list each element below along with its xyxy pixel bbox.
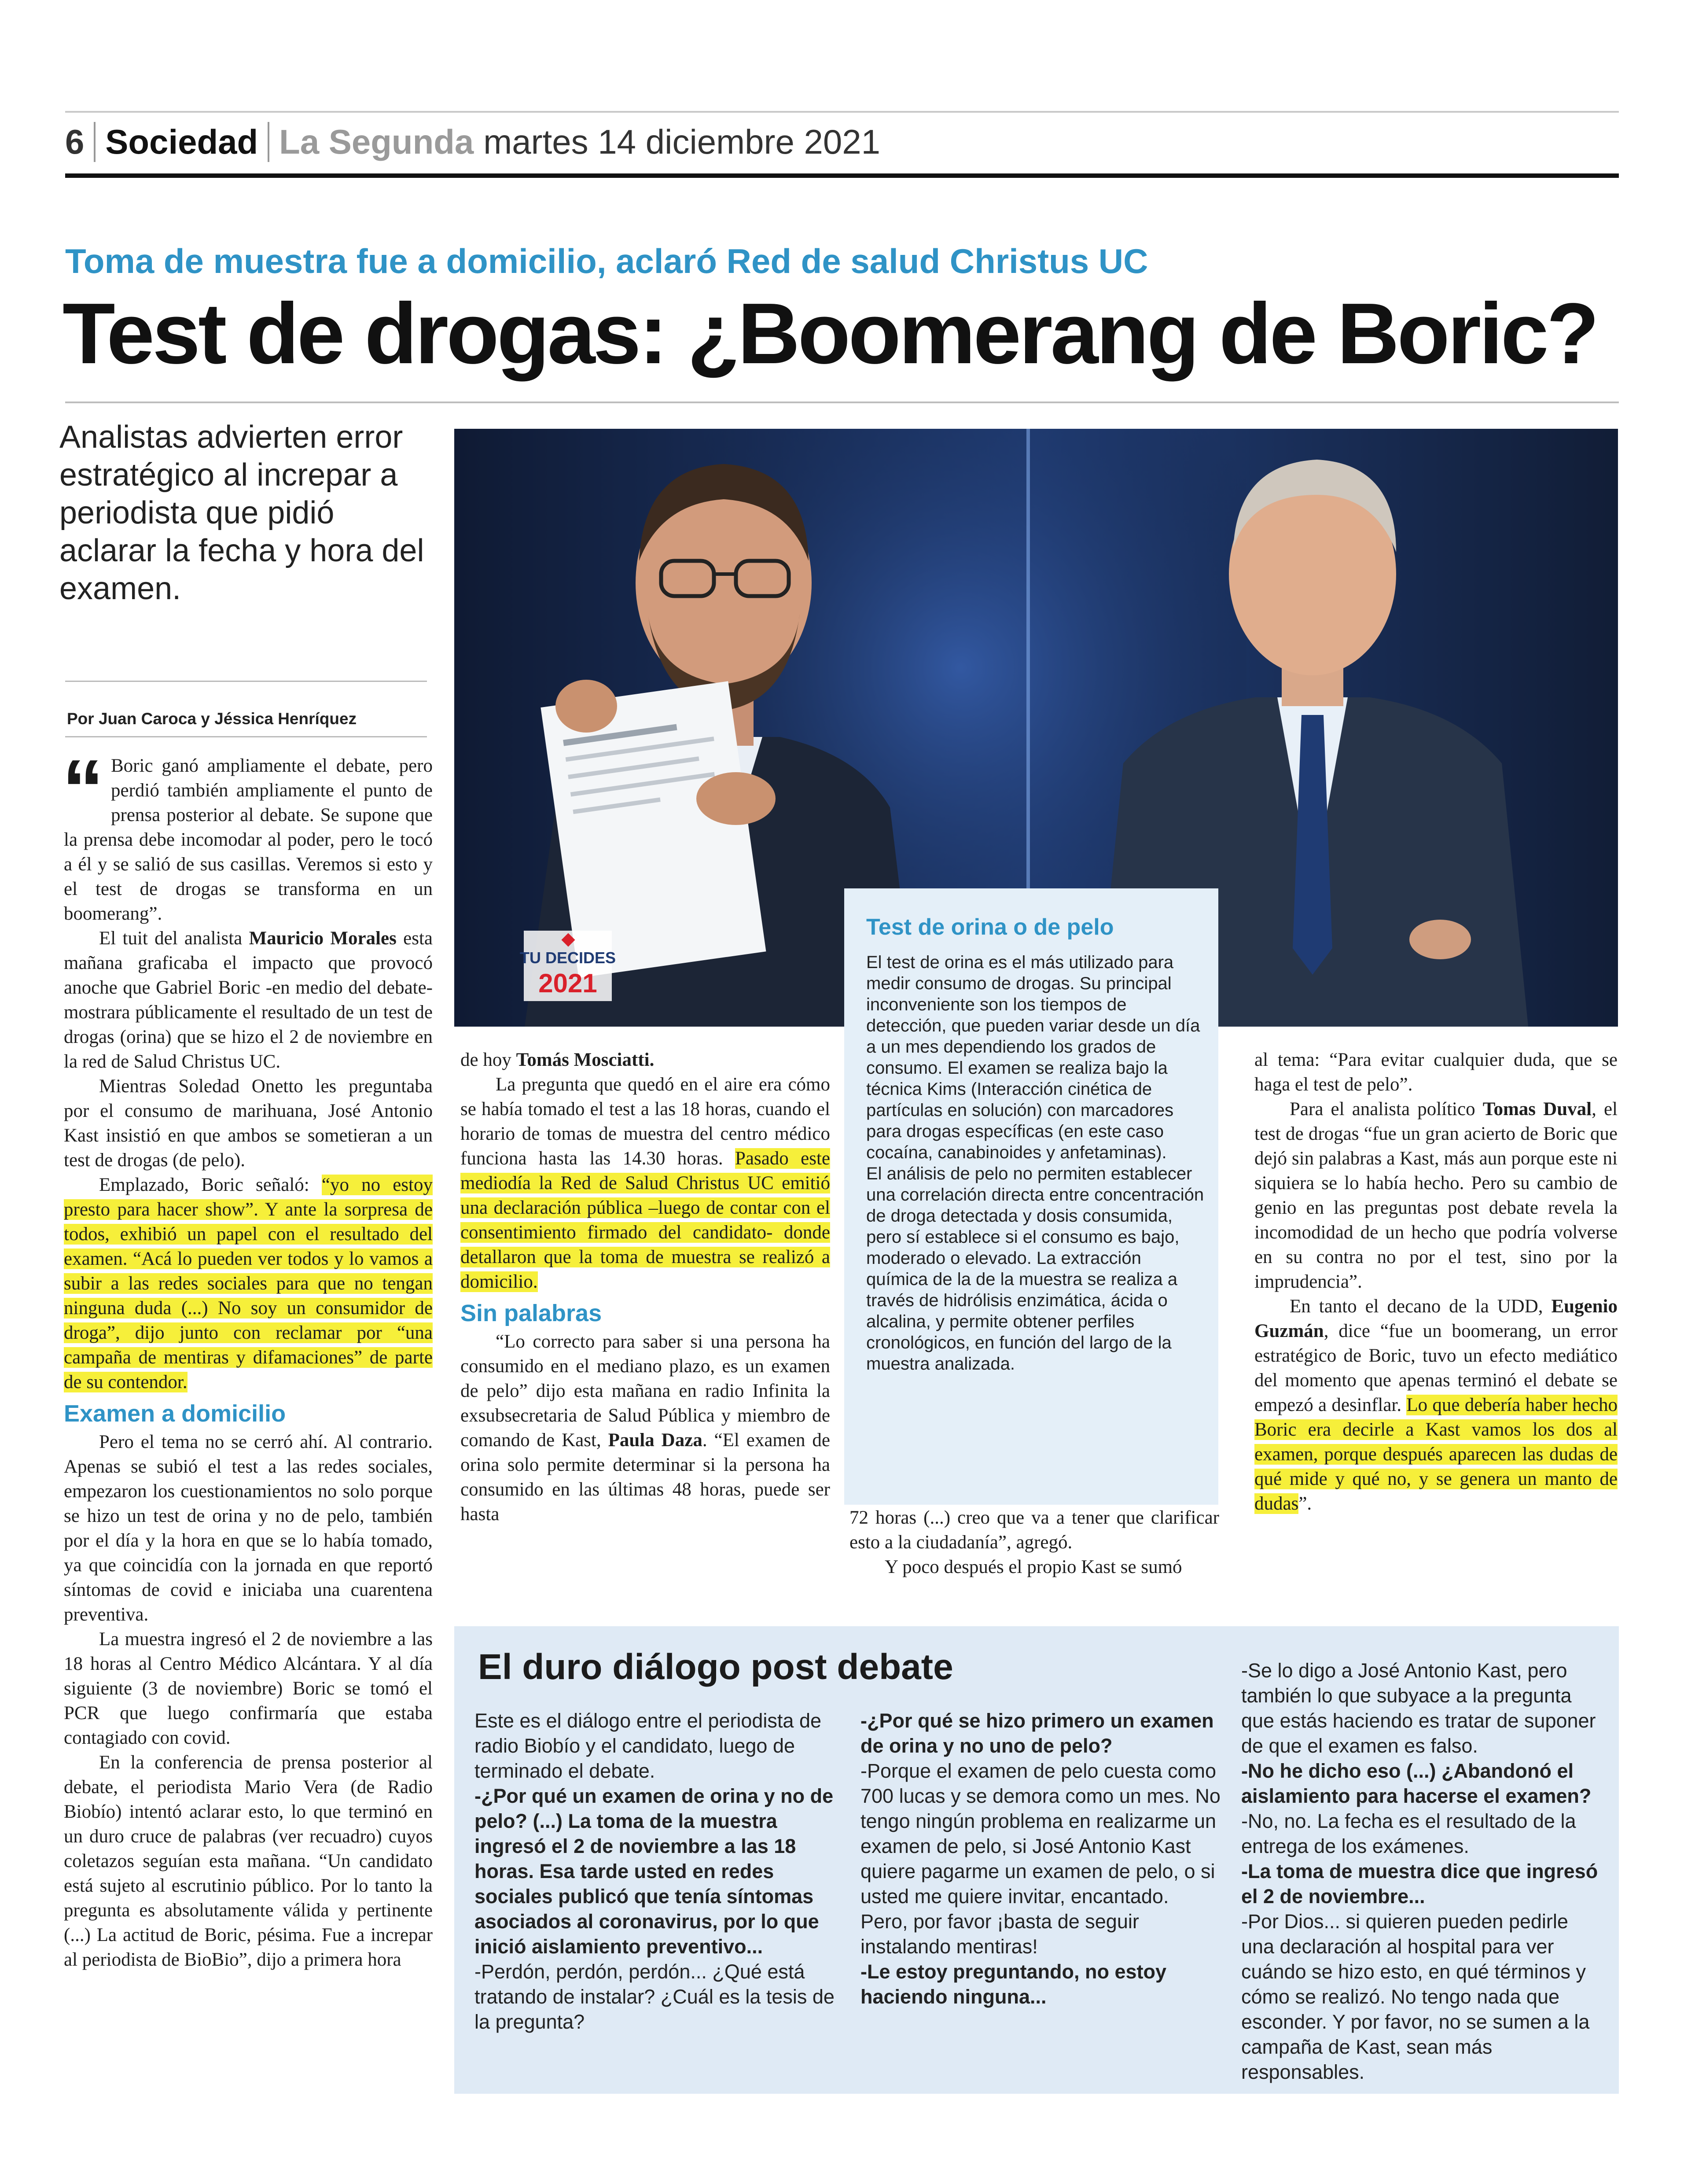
- dialogue-answer: -No, no. La fecha es el resultado de la entrega de los exámenes.: [1241, 1810, 1576, 1857]
- byline: Por Juan Caroca y Jéssica Henríquez: [67, 710, 357, 728]
- article-headline: Test de drogas: ¿Boomerang de Boric?: [63, 285, 1597, 382]
- dialogue-answer: -Porque el examen de pelo cuesta como 700 lucas y se demora como un mes. No tengo ningún problema en realizarme un examen de pelo, si José Antonio Kast quiere pagarme un examen de pelo, o si usted me quiere invitar, encantado. Pero, por favor ¡basta de seguir instalando mentiras!: [860, 1760, 1221, 1958]
- paragraph: Mientras Soledad Onetto les preguntaba por el consumo de marihuana, José Antonio Kast insistió en que ambos se sometieran a un test de drogas (de pelo).: [64, 1076, 433, 1171]
- header-rule: [65, 173, 1619, 178]
- paragraph: Emplazado, Boric señaló: “yo no estoy presto para hacer show”. Y ante la sorpresa de todos, exhibió un papel con el resultado del examen. “Acá lo pueden ver todos y lo vamos a subir a las redes sociales para que no tengan ninguna duda (...) No soy un consumidor de droga”, dijo junto con reclamar por “una campaña de mentiras y difamaciones” de parte de su contendor.: [64, 1175, 433, 1392]
- dialogue-question: -Le estoy preguntando, no estoy haciendo ninguna...: [860, 1960, 1167, 2008]
- tu-decides-logo: [520, 931, 616, 1001]
- analyst-name: Tomas Duval: [1482, 1099, 1592, 1120]
- dialogue-column-3: [1241, 1658, 1607, 2085]
- sidebar-title: Test de orina o de pelo: [866, 914, 1114, 940]
- paragraph: En tanto el decano de la UDD, Eugenio Guzmán, dice “fue un boomerang, un error estratégico de Boric, tuvo un efecto mediático del momento que apenas terminó el debate se empezó a desinflar. Lo que debería haber hecho Boric era decirle a Kast vamos los dos al examen, porque después aparecen las dudas de qué mide y qué no, y se genera un manto de dudas”.: [1254, 1296, 1618, 1514]
- logo-tu-decides-text: TU DECIDES: [519, 949, 616, 967]
- highlighted-text: “yo no estoy presto para hacer show”. Y ante la sorpresa de todos, exhibió un papel con el resultado del examen. “Acá lo pueden ver todos y lo vamos a subir a las redes sociales para que no tengan ninguna duda (...) No soy un consumidor de droga”, dijo junto con reclamar por “una campaña de mentiras y difamaciones” de parte de su contendor.: [64, 1175, 433, 1392]
- article-column-2: [460, 1048, 830, 1527]
- opening-quote-mark: “: [62, 743, 104, 836]
- dialogue-column-1: [474, 1708, 835, 2034]
- article-deck: Analistas advierten error estratégico al increpar a periodista que pidió aclarar la fecha y hora del examen.: [59, 420, 424, 606]
- dialogue-column-2: [860, 1708, 1221, 2009]
- paragraph: La pregunta que quedó en el aire era cómo se había tomado el test a las 18 horas, cuando el horario de tomas de muestra del centro médico funciona hasta las 14.30 horas. Pasado este mediodía la Red de Salud Christus UC emitió una declaración pública –luego de contar con el consentimiento firmado del candidato- donde detallaron que la toma de muestra se realizó a domicilio.: [460, 1074, 830, 1292]
- headline-rule: [65, 401, 1619, 403]
- publication-name: La Segunda: [279, 122, 474, 161]
- dialogue-question: -No he dicho eso (...) ¿Abandonó el aislamiento para hacerse el examen?: [1241, 1760, 1592, 1807]
- article-column-3: [849, 1506, 1219, 1580]
- highlighted-text: Pasado este mediodía la Red de Salud Christus UC emitió una declaración pública –luego de contar con el consentimiento firmado del candidato- donde detallaron que la toma de muestra se realizó a domicilio.: [460, 1148, 830, 1292]
- dialogue-question: -¿Por qué un examen de orina y no de pelo? (...) La toma de la muestra ingresó el 2 de noviembre a las 18 horas. Esa tarde usted en redes sociales publicó que tenía síntomas asociados al coronavirus, por lo que inició aislamiento preventivo...: [474, 1785, 834, 1958]
- dialogue-answer: -Por Dios... si quieren pueden pedirle una declaración al hospital para ver cuándo se hizo esto, en qué términos y cómo se realizó. No tengo nada que esconder. Y por favor, no se sumen a la campaña de Kast, sean más responsables.: [1241, 1910, 1590, 2083]
- issue-date: martes 14 diciembre 2021: [483, 122, 881, 161]
- dialogue-answer: -Se lo digo a José Antonio Kast, pero también lo que subyace a la pregunta que estás haciendo es tratar de suponer de que el examen es falso.: [1241, 1659, 1596, 1757]
- deck-rule: [65, 681, 427, 682]
- dialogue-question: -La toma de muestra dice que ingresó el 2 de noviembre...: [1241, 1860, 1598, 1908]
- paragraph: Y poco después el propio Kast se sumó: [885, 1557, 1182, 1577]
- paragraph: “Lo correcto para saber si una persona ha consumido en el mediano plazo, es un examen de pelo” dijo esta mañana en radio Infinita la exsubsecretaria de Salud Pública y miembro de comando de Kast, Paula Daza. “El examen de orina solo permite determinar si la persona ha consumido en las últimas 48 horas, puede ser hasta: [460, 1331, 830, 1525]
- paragraph: El tuit del analista Mauricio Morales esta mañana graficaba el impacto que provocó anoche que Gabriel Boric -en medio del debate- mostrara públicamente el resultado de un test de drogas (orina) que se hizo el 2 de noviembre en la red de Salud Christus UC.: [64, 928, 433, 1072]
- dean-name: Eugenio Guzmán: [1254, 1296, 1618, 1341]
- page-header: [65, 115, 880, 168]
- sidebar-paragraph: El análisis de pelo no permiten establecer una correlación directa entre concentración de droga detectada y dosis consumida, pero sí establece si el consumo es bajo, moderado o elevado. La extracción química de la de la muestra se realiza a través de hidrólisis enzimática, ácida o alcalina, y permite obtener perfiles cronológicos, en función del largo de la muestra analizada.: [866, 1164, 1204, 1374]
- article-column-1: [62, 743, 433, 1972]
- paragraph: La muestra ingresó el 2 de noviembre a las 18 horas al Centro Médico Alcántara. Y al día siguiente (3 de noviembre) Boric se tomó el PCR que luego confirmaría que estaba contagiado con covid.: [64, 1629, 433, 1748]
- paragraph: 72 horas (...) creo que va a tener que clarificar esto a la ciudadanía”, agregó.: [849, 1507, 1219, 1553]
- article-kicker: Toma de muestra fue a domicilio, aclaró Red de salud Christus UC: [65, 242, 1148, 280]
- dialogue-question: -¿Por qué se hizo primero un examen de orina y no uno de pelo?: [860, 1709, 1214, 1757]
- paragraph: Pero el tema no se cerró ahí. Al contrario. Apenas se subió el test a las redes sociales, empezaron los cuestionamientos no solo porque se hizo un test de orina y no de pelo, también por el día y la hora en que se lo había tomado, ya que coincidía con la jornada en que reportó síntomas de covid e iniciaba una cuarentena preventiva.: [64, 1432, 433, 1625]
- page-number: 6: [65, 122, 96, 162]
- paragraph: En la conferencia de prensa posterior al debate, el periodista Mario Vera (de Radio Biobío) intentó aclarar esto, lo que terminó en un duro cruce de palabras (ver recuadro) cuyos coletazos seguían esta mañana. “Un candidato está sujeto al escrutinio público. Por lo tanto la pregunta es absolutamente válida y pertinente (...) La actitud de Boric, pésima. Fue a increpar al periodista de BioBio”, dijo a primera hora: [64, 1752, 433, 1970]
- lead-paragraph: [62, 743, 433, 926]
- official-name: Paula Daza: [608, 1430, 702, 1451]
- sidebar-box: [844, 888, 1218, 1505]
- dialogue-answer: -Perdón, perdón, perdón... ¿Qué está tratando de instalar? ¿Cuál es la tesis de la pregunta?: [474, 1960, 835, 2033]
- highlighted-text: Lo que debería haber hecho Boric era decirle a Kast vamos los dos al examen, porque después aparecen las dudas de qué mide y qué no, y se genera un manto de dudas: [1254, 1395, 1618, 1514]
- subhead-sin-palabras: Sin palabras: [460, 1300, 602, 1326]
- sidebar-paragraph: El test de orina es el más utilizado para medir consumo de drogas. Su principal inconveniente son los tiempos de detección, que pueden variar desde un día a un mes dependiendo los grados de consumo. El examen se realiza bajo la técnica Kims (Interacción cinética de partículas en solución) con marcadores para drogas específicas (en este caso cocaína, canabinoides y anfetaminas).: [866, 953, 1200, 1162]
- dialogue-intro: Este es el diálogo entre el periodista de radio Biobío y el candidato, luego de terminado el debate.: [474, 1709, 822, 1782]
- analyst-name: Mauricio Morales: [249, 928, 397, 949]
- logo-year-text: 2021: [538, 969, 597, 998]
- paragraph: al tema: “Para evitar cualquier duda, que se haga el test de pelo”.: [1254, 1050, 1618, 1095]
- article-column-4: [1254, 1048, 1618, 1516]
- dialogue-title: El duro diálogo post debate: [478, 1647, 953, 1687]
- top-rule: [65, 111, 1619, 113]
- paragraph: Para el analista político Tomas Duval, el test de drogas “fue un gran acierto de Boric que dejó sin palabras a Kast, más aun porque este ni siquiera se lo había hecho. Pero su cambio de genio en las preguntas post debate revela la incomodidad de un hecho que podría volverse en su contra no por el test, sino por la imprudencia”.: [1254, 1099, 1618, 1292]
- subhead-examen-domicilio: Examen a domicilio: [64, 1400, 286, 1427]
- journalist-name: Tomás Mosciatti.: [516, 1050, 654, 1070]
- byline-rule: [65, 736, 427, 737]
- section-name: Sociedad: [96, 122, 269, 162]
- lead-text: Boric ganó ampliamente el debate, pero perdió también ampliamente el punto de prensa posterior al debate. Se supone que la prensa debe incomodar al poder, pero le tocó a él y se salió de sus casillas. Veremos si esto y el test de drogas se transforma en un boomerang”.: [64, 755, 433, 924]
- paragraph: de hoy Tomás Mosciatti.: [460, 1050, 654, 1070]
